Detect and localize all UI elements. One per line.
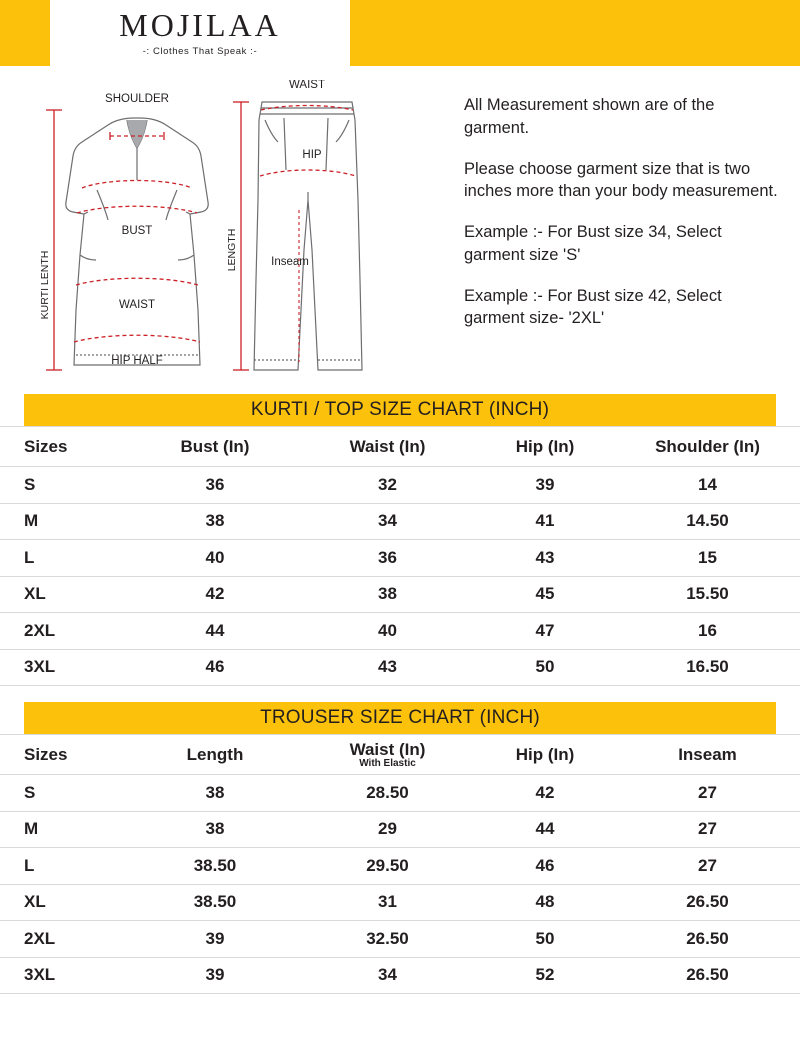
- kurti-cell-bust: 46: [130, 649, 300, 686]
- trouser-header-waist: [300, 735, 475, 775]
- page-header: [0, 0, 800, 66]
- kurti-cell-waist: 40: [300, 613, 475, 650]
- kurti-cell-waist: 36: [300, 540, 475, 577]
- trouser-length-label: LENGTH: [226, 228, 238, 272]
- kurti-cell-waist: 34: [300, 503, 475, 540]
- table-row: [0, 775, 800, 812]
- kurti-chart-banner-wrap: [0, 394, 800, 426]
- trouser-cell-waist: 29: [300, 811, 475, 848]
- kurti-cell-hip: 43: [475, 540, 615, 577]
- table-row: [0, 503, 800, 540]
- trouser-cell-hip: 48: [475, 884, 615, 921]
- trouser-cell-waist: 34: [300, 957, 475, 994]
- table-row: [0, 649, 800, 686]
- kurti-cell-shoulder: 14: [615, 467, 800, 504]
- kurti-cell-bust: 38: [130, 503, 300, 540]
- trouser-cell-waist: 28.50: [300, 775, 475, 812]
- table-row: [0, 467, 800, 504]
- kurti-cell-size: L: [0, 540, 130, 577]
- table-row: [0, 884, 800, 921]
- trouser-cell-hip: 42: [475, 775, 615, 812]
- kurti-header-shoulder: Shoulder (In): [615, 427, 800, 467]
- measurement-notes: [440, 80, 800, 388]
- trouser-header-waist-main: Waist (In): [349, 740, 426, 759]
- kurti-cell-size: 2XL: [0, 613, 130, 650]
- table-row: [0, 540, 800, 577]
- kurti-cell-hip: 45: [475, 576, 615, 613]
- garment-diagram-svg: [22, 80, 452, 385]
- table-spacer: [0, 686, 800, 696]
- kurti-cell-waist: 38: [300, 576, 475, 613]
- kurti-shoulder-label: SHOULDER: [105, 93, 169, 105]
- trouser-cell-length: 38: [130, 811, 300, 848]
- kurti-cell-hip: 50: [475, 649, 615, 686]
- trouser-cell-inseam: 27: [615, 811, 800, 848]
- kurti-cell-waist: 43: [300, 649, 475, 686]
- table-row: [0, 848, 800, 885]
- trouser-cell-size: 3XL: [0, 957, 130, 994]
- trouser-cell-size: L: [0, 848, 130, 885]
- kurti-cell-shoulder: 14.50: [615, 503, 800, 540]
- kurti-cell-bust: 36: [130, 467, 300, 504]
- table-header-row: [0, 427, 800, 467]
- trouser-header-inseam: Inseam: [615, 735, 800, 775]
- kurti-chart-title: KURTI / TOP SIZE CHART (INCH): [24, 394, 776, 426]
- trouser-header-length: Length: [130, 735, 300, 775]
- kurti-cell-shoulder: 16: [615, 613, 800, 650]
- trouser-cell-waist: 29.50: [300, 848, 475, 885]
- trouser-cell-hip: 52: [475, 957, 615, 994]
- brand-name: MOJILAA: [119, 7, 281, 43]
- trouser-hip-label: HIP: [302, 149, 322, 161]
- trouser-cell-size: S: [0, 775, 130, 812]
- brand-tagline: -: Clothes That Speak :-: [142, 46, 258, 57]
- kurti-header-waist: Waist (In): [300, 427, 475, 467]
- kurti-cell-bust: 42: [130, 576, 300, 613]
- trouser-header-hip: Hip (In): [475, 735, 615, 775]
- note-1: All Measurement shown are of the garment.: [464, 96, 715, 137]
- kurti-cell-bust: 44: [130, 613, 300, 650]
- kurti-cell-size: M: [0, 503, 130, 540]
- kurti-cell-shoulder: 15: [615, 540, 800, 577]
- kurti-length-label: KURTI LENTH: [39, 250, 51, 320]
- kurti-cell-hip: 41: [475, 503, 615, 540]
- trouser-cell-length: 38.50: [130, 848, 300, 885]
- kurti-size-table: [0, 426, 800, 686]
- kurti-cell-hip: 39: [475, 467, 615, 504]
- trouser-cell-length: 38.50: [130, 884, 300, 921]
- table-row: [0, 576, 800, 613]
- trouser-cell-inseam: 27: [615, 848, 800, 885]
- note-2: Please choose garment size that is two inches more than your body measurement.: [464, 159, 778, 201]
- kurti-header-hip: Hip (In): [475, 427, 615, 467]
- kurti-cell-size: 3XL: [0, 649, 130, 686]
- trouser-cell-inseam: 26.50: [615, 884, 800, 921]
- trouser-size-table: [0, 734, 800, 994]
- kurti-cell-size: XL: [0, 576, 130, 613]
- trouser-cell-length: 39: [130, 957, 300, 994]
- table-row: [0, 957, 800, 994]
- kurti-header-bust: Bust (In): [130, 427, 300, 467]
- trouser-cell-length: 38: [130, 775, 300, 812]
- trouser-inseam-label: Inseam: [271, 256, 309, 268]
- trouser-cell-size: XL: [0, 884, 130, 921]
- trouser-chart-title: TROUSER SIZE CHART (INCH): [24, 702, 776, 734]
- trouser-waist-label: WAIST: [289, 80, 325, 91]
- brand-logo: [50, 0, 350, 66]
- kurti-cell-shoulder: 15.50: [615, 576, 800, 613]
- trouser-cell-size: 2XL: [0, 921, 130, 958]
- table-row: [0, 613, 800, 650]
- trouser-cell-size: M: [0, 811, 130, 848]
- kurti-cell-bust: 40: [130, 540, 300, 577]
- trouser-cell-inseam: 27: [615, 775, 800, 812]
- note-3: Example :- For Bust size 34, Select garment size 'S': [464, 223, 722, 264]
- kurti-cell-waist: 32: [300, 467, 475, 504]
- trouser-cell-hip: 44: [475, 811, 615, 848]
- table-header-row: [0, 735, 800, 775]
- trouser-cell-hip: 46: [475, 848, 615, 885]
- table-row: [0, 811, 800, 848]
- trouser-header-sizes: Sizes: [0, 735, 130, 775]
- kurti-cell-hip: 47: [475, 613, 615, 650]
- top-section: [0, 66, 800, 388]
- kurti-cell-size: S: [0, 467, 130, 504]
- trouser-cell-hip: 50: [475, 921, 615, 958]
- kurti-waist-label: WAIST: [119, 299, 155, 311]
- trouser-cell-length: 39: [130, 921, 300, 958]
- trouser-chart-banner-wrap: [0, 702, 800, 734]
- note-4: Example :- For Bust size 42, Select garment size- '2XL': [464, 286, 722, 328]
- kurti-cell-shoulder: 16.50: [615, 649, 800, 686]
- trouser-header-waist-sub: With Elastic: [359, 758, 416, 769]
- kurti-bust-label: BUST: [121, 225, 153, 237]
- measurement-diagrams: [0, 80, 440, 388]
- kurti-header-sizes: Sizes: [0, 427, 130, 467]
- kurti-hiphalf-label: HIP HALF: [111, 355, 163, 367]
- trouser-cell-inseam: 26.50: [615, 957, 800, 994]
- trouser-cell-inseam: 26.50: [615, 921, 800, 958]
- table-row: [0, 921, 800, 958]
- trouser-cell-waist: 32.50: [300, 921, 475, 958]
- trouser-cell-waist: 31: [300, 884, 475, 921]
